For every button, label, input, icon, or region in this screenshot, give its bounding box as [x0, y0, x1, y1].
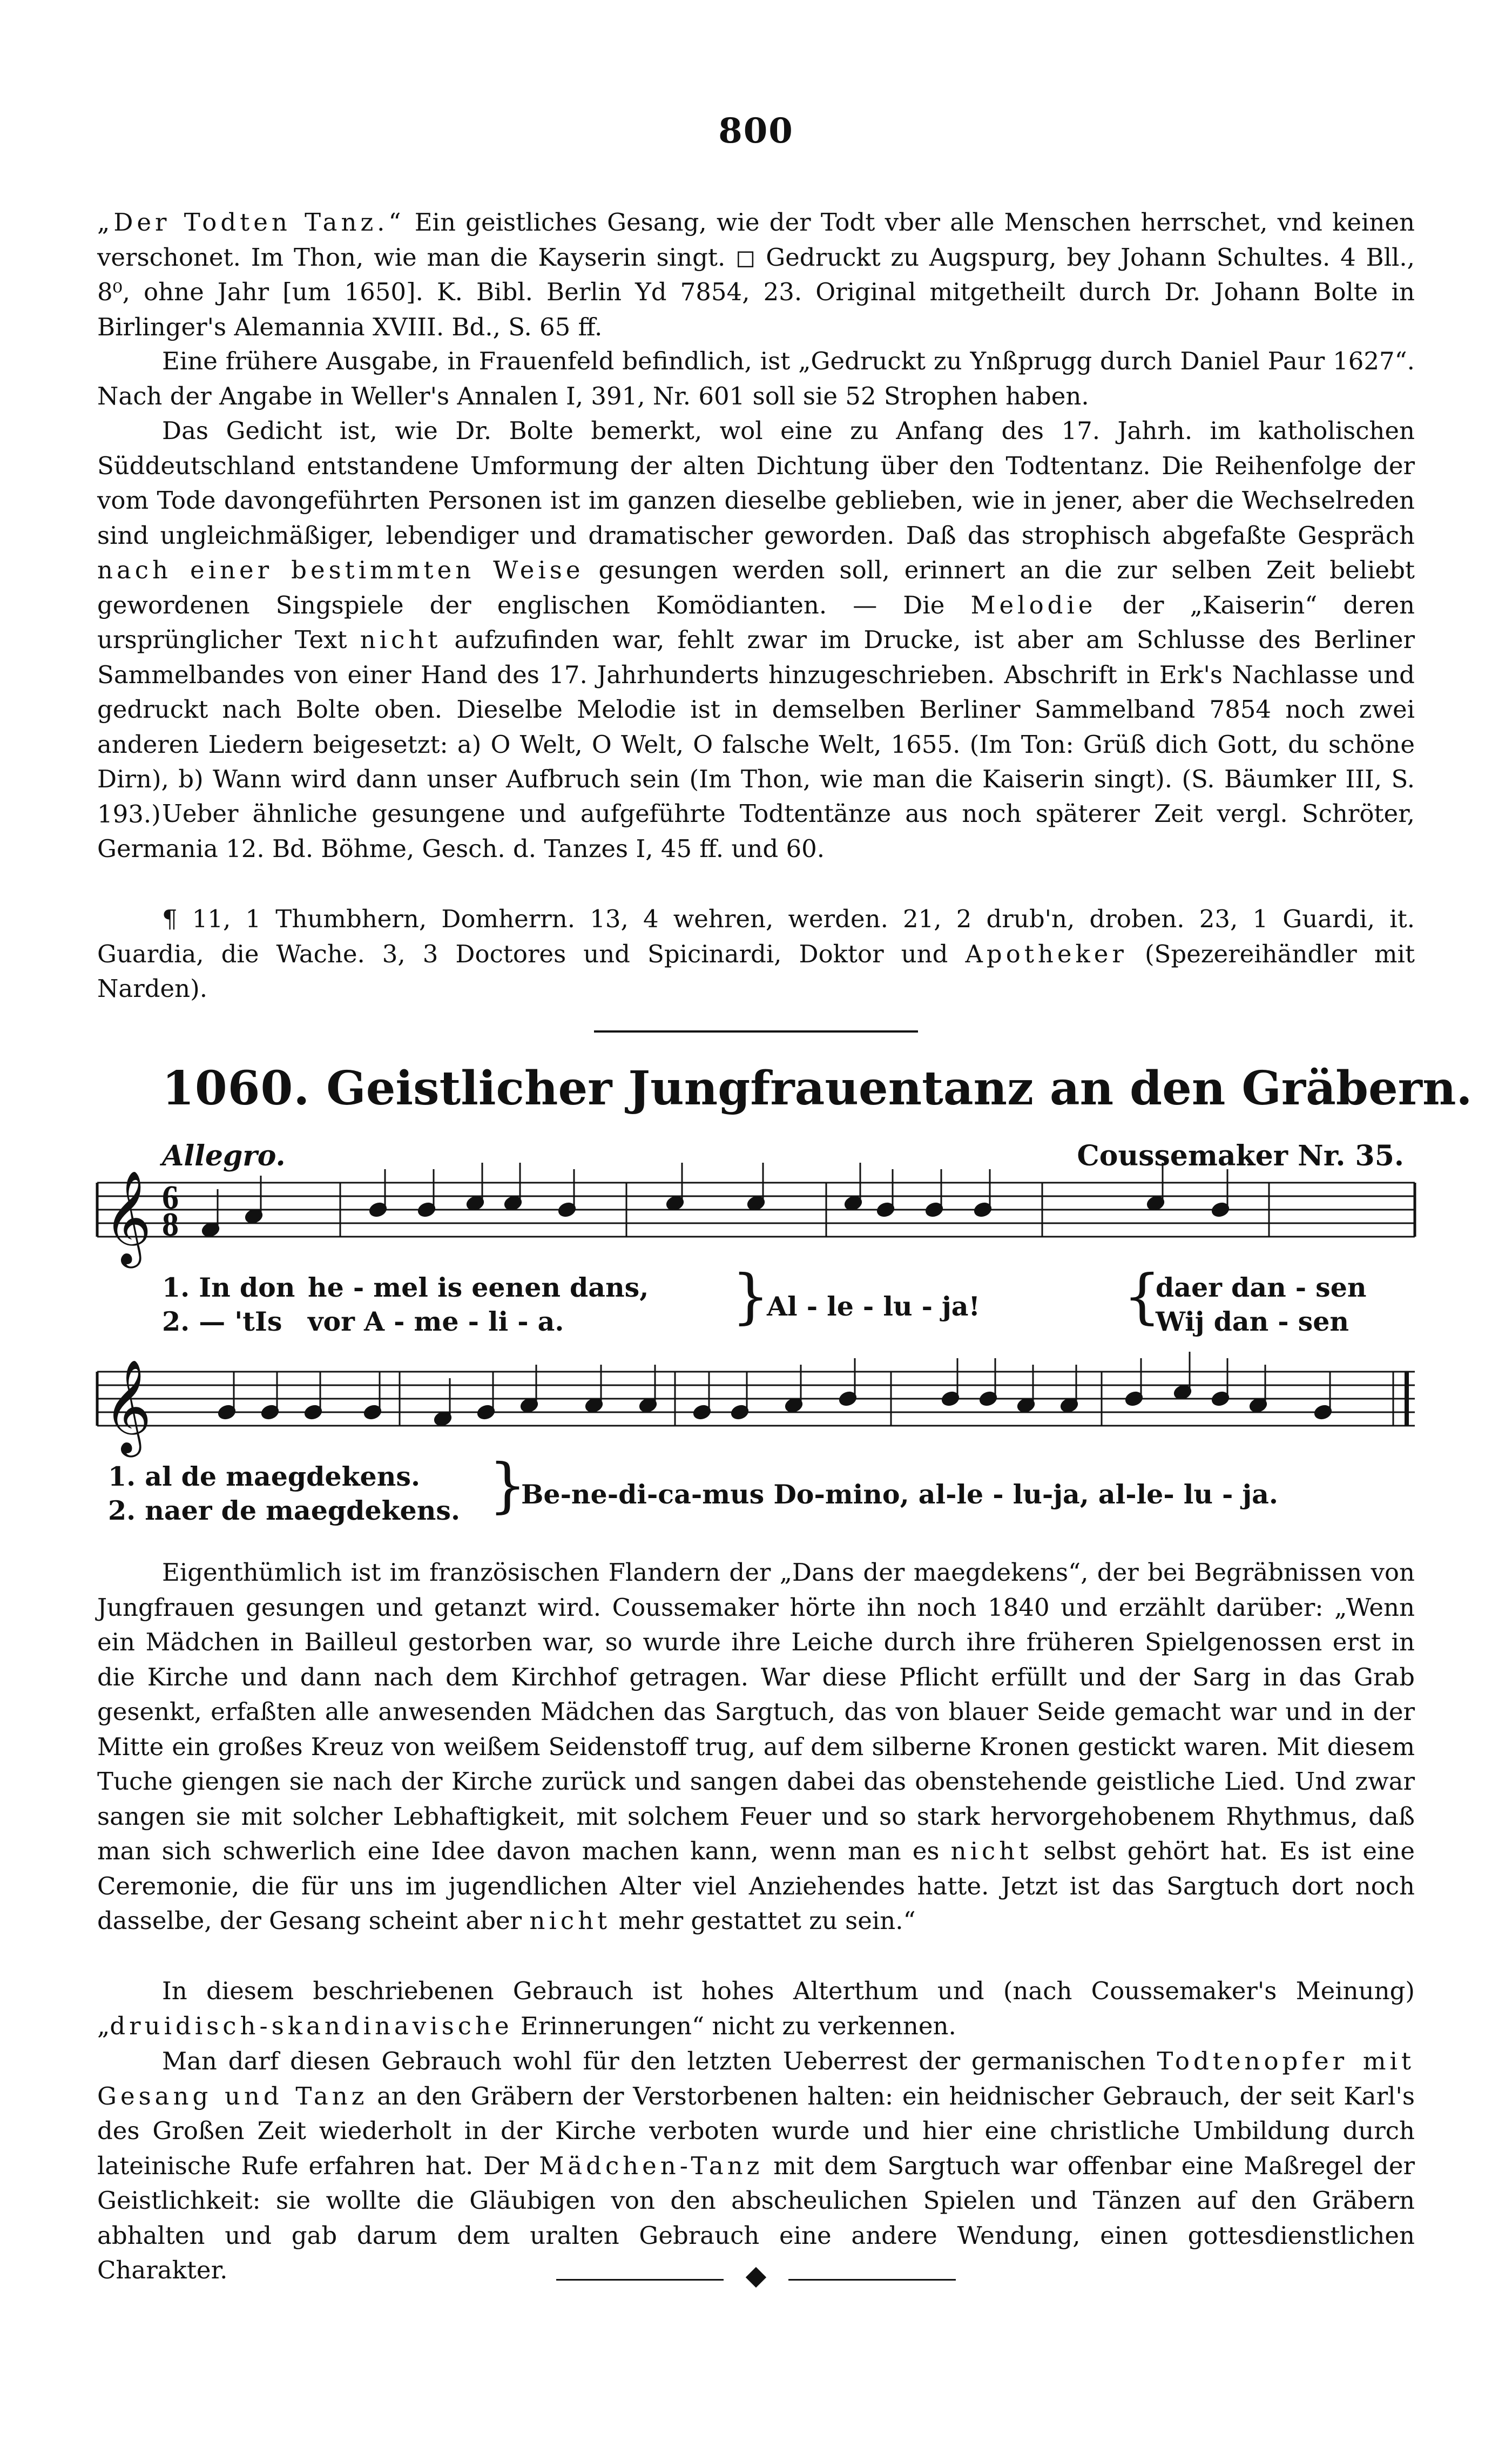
note-paragraph-2: Eine frühere Ausgabe, in Frauenfeld befindlich, ist „Gedruckt zu Ynßprugg durch Daniel Paur 1627“. Nach der Angabe in Weller's Annalen I, 391, Nr. 601 soll sie 52 Strophen haben.: [97, 347, 1415, 410]
body-text: an den Gräbern der Verstorbenen halten: ein heidnischer Gebrauch, der seit Karl's des Großen Zeit wiederholt in der Kirche verboten wurde und hier eine christliche Umbildung durch lateinische Rufe erfahren hat. Der: [97, 2081, 1415, 2180]
ornament-rule-right: [788, 2279, 956, 2281]
note-text: Das Gedicht ist, wie Dr. Bolte bemerkt, wol eine zu Anfang des 17. Jahrh. im katholischen Süddeutschland entstandene Umformung der alten Dichtung über den Todtentanz. Die Reihenfolge der vom Tode davongeführten Personen ist im ganzen dieselbe geblieben, wie in jener, aber die Wechselreden sind ungleichmäßiger, lebendiger und dramatischer geworden. Daß das strophisch abgefaßte Gespräch: [97, 416, 1415, 550]
page-number: 800: [718, 111, 794, 151]
spaced-text: Todtenopfer mit Gesang und Tanz: [97, 2047, 1415, 2110]
commentary-paragraph-3: [97, 2044, 1415, 2288]
lyric-verse2-start: 2. — 'tIs: [162, 1306, 282, 1337]
body-text: Erinnerungen“ nicht zu verkennen.: [512, 2011, 956, 2040]
song-title-spaced: „Der Todten Tanz.“: [97, 208, 405, 237]
time-signature: [162, 1179, 179, 1243]
body-text: mit dem Sargtuch war offenbar eine Maßregel der Geistlichkeit: sie wollte die Gläubigen von den abscheulichen Spielen und Tänzen auf den Gräbern abhalten und gab darum dem uralten Gebrauch eine andere Wendung, einen gottesdienstlichen Charakter.: [97, 2151, 1415, 2284]
ornament-diamond-icon: ⬥: [745, 2258, 767, 2293]
commentary-paragraph-1: [97, 1555, 1415, 1939]
body-text: Man darf diesen Gebrauch wohl für den letzten Ueberrest der germanischen: [162, 2047, 1157, 2075]
lyric-verse1-words: [308, 1272, 718, 1303]
lyric-refrain-benedicamus: Be-ne-di-ca-mus Do-mino, al-le - lu-ja, al-le- lu - ja.: [521, 1479, 1278, 1510]
spaced-text: Melodie: [970, 590, 1097, 619]
commentary-paragraph-2: [97, 1974, 1415, 2044]
brace: {: [1123, 1262, 1161, 1331]
body-text: Eigenthümlich ist im französischen Flandern der „Dans der maegdekens“, der bei Begräbnissen von Jungfrauen gesungen und getanzt wird. Coussemaker hörte ihn noch 1840 und erzählt darüber: „Wenn ein Mädchen in Bailleul gestorben war, so wurde ihre Leiche durch ihre früheren Spielgenossen erst in die Kirche und dann nach dem Kirchhof getragen. War diese Pflicht erfüllt und der Sarg in das Grab gesenkt, erfaßten alle anwesenden Mädchen das Sargtuch, das von blauer Seide gemacht war und in der Mitte ein großes Kreuz von weißem Seidenstoff trug, auf dem silberne Kronen gestickt waren. Mit diesem Tuche giengen sie nach der Kirche zurück und sangen dabei das obenstehende geistliche Lied. Und zwar sangen sie mit solcher Lebhaftigkeit, mit solchem Feuer und so stark hervorgehobenem Rhythmus, daß man sich schwerlich eine Idee davon machen kann, wenn man es: [97, 1558, 1415, 1865]
spaced-text: nicht: [950, 1837, 1032, 1865]
song-number: 1060.: [162, 1061, 310, 1116]
tempo-marking: Allegro.: [162, 1139, 286, 1172]
spaced-text: nach einer bestimmten Weise: [97, 556, 584, 584]
lyric-refrain-alleluja: Al - le - lu - ja!: [767, 1291, 981, 1322]
treble-clef-icon: 𝄞: [104, 1170, 152, 1264]
lyric-verse1-start: 1. In don: [162, 1272, 295, 1303]
note-text: Ein geistliches Gesang, wie der Todt vber alle Menschen herrschet, vnd keinen verschonet. Im Thon, wie man die Kayserin singt. ◻ Gedruckt zu Augspurg, bey Johann Schultes. 4 Bll., 8⁰, ohne Jahr [um 1650]. K. Bibl. Berlin Yd 7854, 23. Original mitgetheilt durch Dr. Johann Bolte in Birlinger's Alemannia XVIII. Bd., S. 65 ff.: [97, 208, 1415, 341]
body-text: selbst gehört hat. Es ist eine Ceremonie, die für uns im jugendlichen Alter viel Anziehendes hatte. Jetzt ist das Sargtuch dort noch dasselbe, der Gesang scheint aber: [97, 1837, 1415, 1935]
brace: }: [732, 1262, 770, 1331]
time-signature-bottom: 8: [162, 1206, 179, 1243]
note-text: der „Kaiserin“ deren ursprünglicher Text: [97, 590, 1415, 654]
note-text: aufzufinden war, fehlt zwar im Drucke, ist aber am Schlusse des Berliner Sammelbandes von einer Hand des 17. Jahrhunderts hinzugeschrieben. Abschrift in Erk's Nachlasse und gedruckt nach Bolte oben. Dieselbe Melodie ist in demselben Berliner Sammelband 7854 noch zwei anderen Liedern beigesetzt: a) O Welt, O Welt, O falsche Welt, 1655. (Im Ton: Grüß dich Gott, du schöne Dirn), b) Wann wird dann unser Aufbruch sein (Im Thon, wie man die Kaiserin singt). (S. Bäumker III, S. 193.): [97, 625, 1415, 828]
note-paragraph-4: Ueber ähnliche gesungene und aufgeführte Todtentänze aus noch späterer Zeit vergl. Schröter, Germania 12. Bd. Böhme, Gesch. d. Tanzes I, 45 ff. und 60.: [97, 799, 1415, 863]
brace: }: [489, 1451, 526, 1520]
time-signature-top: 6: [162, 1179, 179, 1216]
song-title-text: Geistlicher Jungfrauentanz an den Gräbern.: [326, 1061, 1473, 1116]
body-text: mehr gestattet zu sein.“: [611, 1906, 916, 1935]
source-reference: Coussemaker Nr. 35.: [1077, 1139, 1404, 1172]
lyric-verse1-line2: 1. al de maegdekens.: [108, 1461, 420, 1492]
note-text: (Spezereihändler mit Narden).: [97, 939, 1415, 1003]
spaced-text: druidisch-skandinavische: [110, 2011, 513, 2040]
body-text: In diesem beschriebenen Gebrauch ist hohes Alterthum und (nach Coussemaker's Meinung) „: [97, 1977, 1415, 2040]
spaced-text: nicht: [360, 625, 442, 654]
lyric-verse2-line2: 2. naer de maegdekens.: [108, 1495, 461, 1526]
note-text: ¶ 11, 1 Thumbhern, Domherrn. 13, 4 wehren, werden. 21, 2 drub'n, droben. 23, 1 Guardi, it. Guardia, die Wache. 3, 3 Doctores und Spicinardi, Doktor und: [97, 905, 1415, 968]
lyric-words: he - mel is eenen dans,: [308, 1272, 649, 1303]
clefs: [104, 1170, 152, 1458]
treble-clef-icon: 𝄞: [104, 1359, 152, 1453]
spaced-text: Apotheker: [965, 939, 1128, 968]
note-text: gesungen werden soll, erinnert an die zur selben Zeit beliebt gewordenen Singspiele der englischen Komödianten. — Die: [97, 556, 1415, 619]
lyric-verse1-end: daer dan - sen: [1156, 1272, 1367, 1303]
spaced-text: nicht: [529, 1906, 611, 1935]
lyric-verse2-words: [308, 1306, 718, 1337]
ornament-rule-left: [556, 2279, 724, 2281]
lyric-words: vor A - me - li - a.: [308, 1306, 564, 1337]
spaced-text: Mädchen-Tanz: [539, 2151, 764, 2180]
lyric-verse2-end: Wij dan - sen: [1156, 1306, 1349, 1337]
